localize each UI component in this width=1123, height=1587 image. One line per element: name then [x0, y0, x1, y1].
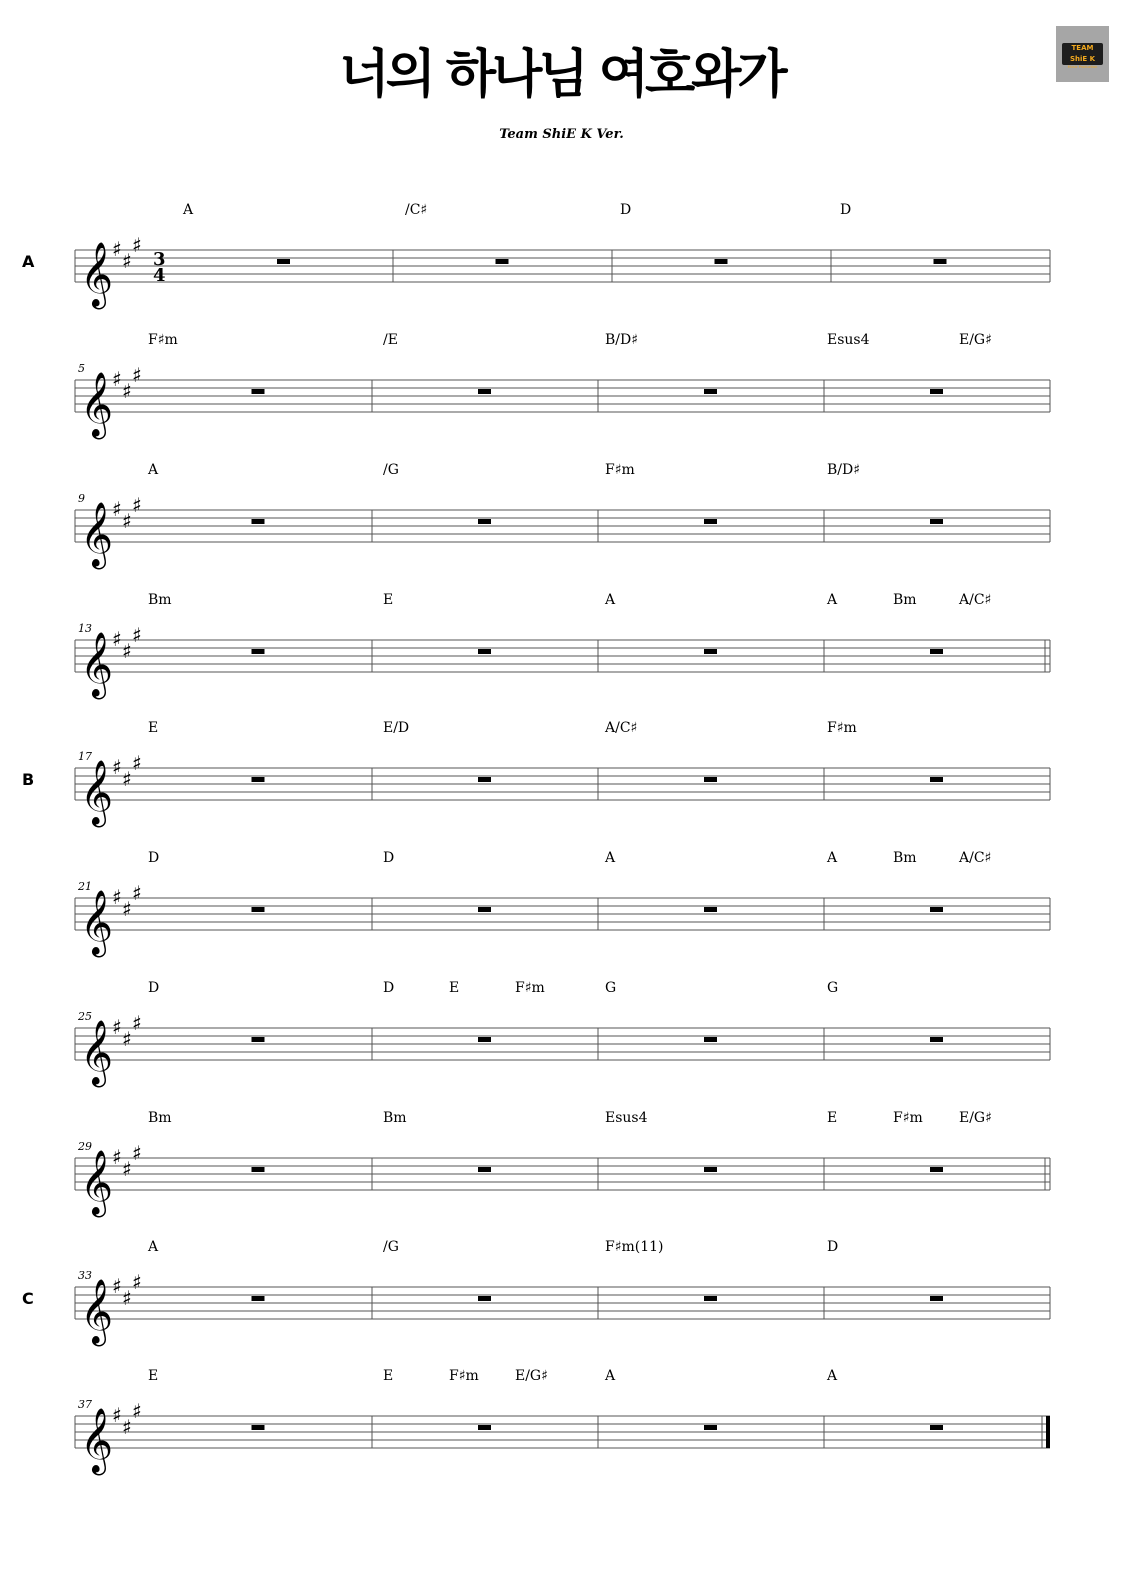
section-label: A: [22, 252, 35, 271]
whole-rest-icon: [478, 1296, 491, 1301]
chord-symbol: E: [148, 1368, 159, 1384]
chord-symbol: E/D: [383, 720, 410, 736]
whole-rest-icon: [478, 519, 491, 524]
treble-clef-icon: 𝄞: [80, 1408, 114, 1473]
whole-rest-icon: [930, 777, 943, 782]
chord-symbol: /G: [383, 462, 399, 478]
staff-system: [0, 980, 1123, 1110]
sharp-icon: ♯: [112, 1145, 122, 1169]
whole-rest-icon: [252, 1296, 265, 1301]
whole-rest-icon: [930, 519, 943, 524]
whole-rest-icon: [252, 907, 265, 912]
treble-clef-icon: 𝄞: [80, 1150, 114, 1215]
whole-rest-icon: [704, 389, 717, 394]
sharp-icon: ♯: [122, 1157, 132, 1181]
whole-rest-icon: [704, 1167, 717, 1172]
sharp-icon: ♯: [122, 897, 132, 921]
chord-symbol: D: [840, 202, 852, 218]
chord-symbol: E: [383, 1368, 394, 1384]
whole-rest-icon: [930, 389, 943, 394]
staff-system: [0, 332, 1123, 462]
whole-rest-icon: [252, 1167, 265, 1172]
chord-symbol: D: [148, 850, 160, 866]
sharp-icon: ♯: [122, 639, 132, 663]
chord-symbol: B/D♯: [827, 462, 861, 478]
whole-rest-icon: [252, 389, 265, 394]
logo-badge: [1062, 43, 1103, 69]
sharp-icon: ♯: [122, 767, 132, 791]
sharp-icon: ♯: [122, 1415, 132, 1439]
chord-symbol: A: [605, 1368, 616, 1384]
whole-rest-icon: [704, 649, 717, 654]
treble-clef-icon: 𝄞: [80, 1279, 114, 1344]
chord-symbol: A: [605, 850, 616, 866]
whole-rest-icon: [478, 907, 491, 912]
chord-symbol: E: [383, 592, 394, 608]
chord-symbol: F♯m(11): [605, 1239, 664, 1255]
sharp-icon: ♯: [122, 249, 132, 273]
chord-symbol: Bm: [148, 1110, 172, 1126]
sharp-icon: ♯: [112, 237, 122, 261]
whole-rest-icon: [252, 1037, 265, 1042]
chord-symbol: A: [827, 592, 838, 608]
whole-rest-icon: [252, 649, 265, 654]
logo-subtext: Music Production: [1067, 65, 1098, 69]
staff-system: [0, 462, 1123, 592]
chord-symbol: E: [148, 720, 159, 736]
sharp-icon: ♯: [112, 1403, 122, 1427]
sharp-icon: ♯: [132, 493, 142, 517]
chord-symbol: G: [827, 980, 839, 996]
chord-symbol: Bm: [383, 1110, 407, 1126]
staff-system: [0, 202, 1123, 332]
measure-number: 25: [78, 1010, 92, 1023]
chord-symbol: F♯m: [605, 462, 635, 478]
whole-rest-icon: [277, 259, 290, 264]
staff-system: [0, 1110, 1123, 1240]
chord-symbol: E: [827, 1110, 838, 1126]
chord-symbol: D: [383, 850, 395, 866]
staff: [0, 462, 1123, 572]
section-label: B: [22, 770, 35, 789]
chord-symbol: A: [148, 1239, 159, 1255]
treble-clef-icon: 𝄞: [80, 632, 114, 697]
whole-rest-icon: [704, 777, 717, 782]
whole-rest-icon: [930, 1037, 943, 1042]
sharp-icon: ♯: [132, 623, 142, 647]
staff: [0, 1368, 1123, 1478]
staff: [0, 332, 1123, 442]
measure-number: 29: [78, 1140, 92, 1153]
chord-symbol: F♯m: [515, 980, 545, 996]
treble-clef-icon: 𝄞: [80, 760, 114, 825]
sharp-icon: ♯: [112, 885, 122, 909]
whole-rest-icon: [478, 1167, 491, 1172]
whole-rest-icon: [704, 1296, 717, 1301]
sharp-icon: ♯: [112, 1274, 122, 1298]
measure-number: 9: [78, 492, 85, 505]
sharp-icon: ♯: [112, 627, 122, 651]
staff: [0, 202, 1123, 312]
chord-symbol: A: [148, 462, 159, 478]
sharp-icon: ♯: [132, 363, 142, 387]
staff: [0, 850, 1123, 960]
measure-number: 21: [78, 880, 92, 893]
chord-symbol: F♯m: [148, 332, 178, 348]
treble-clef-icon: 𝄞: [80, 372, 114, 437]
chord-symbol: G: [605, 980, 617, 996]
measure-number: 37: [78, 1398, 92, 1411]
chord-symbol: Bm: [148, 592, 172, 608]
chord-symbol: E/G♯: [959, 1110, 992, 1126]
time-signature-bottom: 4: [153, 265, 166, 286]
logo-text: TEAM ShiE K: [1069, 44, 1096, 63]
sharp-icon: ♯: [112, 1015, 122, 1039]
chord-symbol: /E: [383, 332, 398, 348]
chord-symbol: D: [827, 1239, 839, 1255]
treble-clef-icon: 𝄞: [80, 1020, 114, 1085]
whole-rest-icon: [704, 907, 717, 912]
chord-symbol: E: [449, 980, 460, 996]
whole-rest-icon: [704, 1037, 717, 1042]
staff-system: [0, 1368, 1123, 1498]
staff: [0, 1110, 1123, 1220]
whole-rest-icon: [478, 1425, 491, 1430]
chord-symbol: A/C♯: [605, 720, 638, 736]
whole-rest-icon: [478, 777, 491, 782]
whole-rest-icon: [930, 1296, 943, 1301]
chord-symbol: E/G♯: [515, 1368, 548, 1384]
chord-symbol: B/D♯: [605, 332, 639, 348]
sharp-icon: ♯: [122, 1286, 132, 1310]
chord-symbol: D: [383, 980, 395, 996]
whole-rest-icon: [930, 1167, 943, 1172]
chord-symbol: A: [183, 202, 194, 218]
whole-rest-icon: [478, 1037, 491, 1042]
staff: [0, 980, 1123, 1090]
chord-symbol: /C♯: [405, 202, 428, 218]
staff-system: [0, 850, 1123, 980]
whole-rest-icon: [934, 259, 947, 264]
staff: [0, 592, 1123, 702]
chord-symbol: Esus4: [605, 1110, 648, 1126]
section-label: C: [22, 1289, 34, 1308]
treble-clef-icon: 𝄞: [80, 890, 114, 955]
whole-rest-icon: [715, 259, 728, 264]
chord-symbol: D: [620, 202, 632, 218]
whole-rest-icon: [704, 1425, 717, 1430]
measure-number: 17: [78, 750, 92, 763]
chord-symbol: A: [605, 592, 616, 608]
whole-rest-icon: [478, 649, 491, 654]
treble-clef-icon: 𝄞: [80, 242, 114, 307]
sharp-icon: ♯: [132, 1399, 142, 1423]
time-signature-top: 3: [153, 249, 166, 270]
sharp-icon: ♯: [132, 881, 142, 905]
measure-number: 33: [78, 1269, 92, 1282]
sharp-icon: ♯: [112, 367, 122, 391]
chord-symbol: F♯m: [827, 720, 857, 736]
treble-clef-icon: 𝄞: [80, 502, 114, 567]
sharp-icon: ♯: [112, 755, 122, 779]
staff-system: [0, 1239, 1123, 1369]
sharp-icon: ♯: [132, 1270, 142, 1294]
chord-symbol: F♯m: [893, 1110, 923, 1126]
chord-symbol: E/G♯: [959, 332, 992, 348]
whole-rest-icon: [252, 519, 265, 524]
sharp-icon: ♯: [112, 497, 122, 521]
whole-rest-icon: [930, 649, 943, 654]
team-shiek-logo: [1056, 26, 1109, 82]
whole-rest-icon: [252, 1425, 265, 1430]
arrangement-subtitle: Team ShiE K Ver.: [499, 127, 624, 142]
sharp-icon: ♯: [132, 751, 142, 775]
sharp-icon: ♯: [122, 379, 132, 403]
whole-rest-icon: [704, 519, 717, 524]
chord-symbol: Bm: [893, 850, 917, 866]
whole-rest-icon: [930, 907, 943, 912]
whole-rest-icon: [496, 259, 509, 264]
measure-number: 13: [78, 622, 92, 635]
chord-symbol: A/C♯: [959, 592, 992, 608]
chord-symbol: A: [827, 1368, 838, 1384]
sharp-icon: ♯: [132, 1011, 142, 1035]
chord-symbol: F♯m: [449, 1368, 479, 1384]
staff-system: [0, 720, 1123, 850]
chord-symbol: A/C♯: [959, 850, 992, 866]
whole-rest-icon: [252, 777, 265, 782]
song-title: 너의 하나님 여호와가: [339, 45, 784, 105]
chord-symbol: /G: [383, 1239, 399, 1255]
sharp-icon: ♯: [132, 233, 142, 257]
chord-symbol: Esus4: [827, 332, 870, 348]
sharp-icon: ♯: [122, 1027, 132, 1051]
sharp-icon: ♯: [132, 1141, 142, 1165]
sharp-icon: ♯: [122, 509, 132, 533]
final-barline: [1046, 1416, 1050, 1448]
measure-number: 5: [78, 362, 85, 375]
staff: [0, 1239, 1123, 1349]
chord-symbol: Bm: [893, 592, 917, 608]
whole-rest-icon: [478, 389, 491, 394]
staff-system: [0, 592, 1123, 722]
chord-symbol: D: [148, 980, 160, 996]
whole-rest-icon: [930, 1425, 943, 1430]
chord-symbol: A: [827, 850, 838, 866]
staff: [0, 720, 1123, 830]
